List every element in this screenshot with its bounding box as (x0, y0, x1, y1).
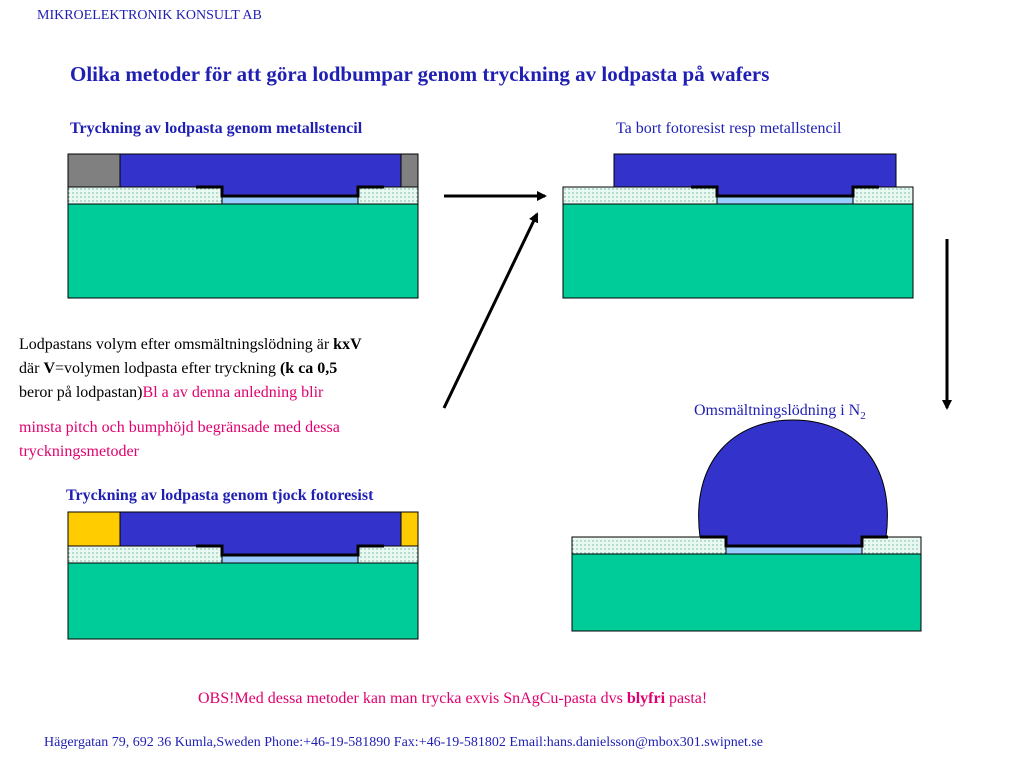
para-bold-v: V (43, 360, 55, 377)
obs-text-pre: OBS!Med dessa metoder kan man trycka exvis SnAgCu-pasta dvs (198, 690, 627, 707)
diagram-resist-print (68, 512, 418, 639)
substrate (68, 204, 418, 298)
passivation-left (572, 537, 726, 554)
passivation-left (563, 187, 717, 204)
resist-right (401, 512, 418, 546)
passivation-right (358, 546, 418, 563)
label-reflow-subscript: 2 (860, 410, 866, 423)
passivation-left (68, 187, 222, 204)
para-text-3: =volymen lodpasta efter tryckning (55, 360, 280, 377)
page-title: Olika metoder för att göra lodbumpar genom tryckning av lodpasta på wafers (70, 62, 770, 86)
para-text-6: tryckningsmetoder (19, 443, 139, 460)
label-stencil-printing: Tryckning av lodpasta genom metallstencil (70, 120, 363, 137)
diagram-after-reflow (572, 420, 921, 631)
passivation-left (68, 546, 222, 563)
obs-text-bold: blyfri (626, 690, 666, 707)
solder-bump (699, 420, 888, 546)
para-text-1: Lodpastans volym efter omsmältningslödning är (19, 336, 334, 353)
para-bold-k: (k ca 0,5 (279, 360, 338, 377)
substrate (563, 204, 913, 298)
para-text-4-red: Bl a av denna anledning blir (142, 384, 324, 401)
obs-text-post: pasta! (665, 690, 708, 707)
label-thick-resist-printing: Tryckning av lodpasta genom tjock fotoresist (66, 487, 374, 504)
para-text-5: minsta pitch och bumphöjd begränsade med dessa (19, 419, 340, 436)
substrate (68, 563, 418, 639)
label-remove-stencil: Ta bort fotoresist resp metallstencil (616, 120, 842, 137)
diagram-stencil-print (68, 154, 418, 298)
passivation-right (853, 187, 913, 204)
footer-contact: Hägergatan 79, 692 36 Kumla,Sweden Phone:+46-19-581890 Fax:+46-19-581802 Email:hans.danielsson@mbox301.swipnet.se (44, 735, 763, 750)
resist-left (68, 512, 120, 546)
para-bold-kxv: kxV (333, 336, 362, 353)
passivation-right (862, 537, 921, 554)
label-reflow-text: Omsmältningslödning i N (694, 402, 861, 419)
diagram-after-removal (563, 154, 913, 298)
substrate (572, 554, 921, 631)
stencil-right (401, 154, 418, 187)
para-text-2: där (19, 360, 44, 377)
passivation-right (358, 187, 418, 204)
arrow-diagonal (444, 214, 537, 408)
company-name: MIKROELEKTRONIK KONSULT AB (37, 8, 262, 23)
stencil-left (68, 154, 120, 187)
para-text-4: beror på lodpastan) (19, 384, 143, 401)
